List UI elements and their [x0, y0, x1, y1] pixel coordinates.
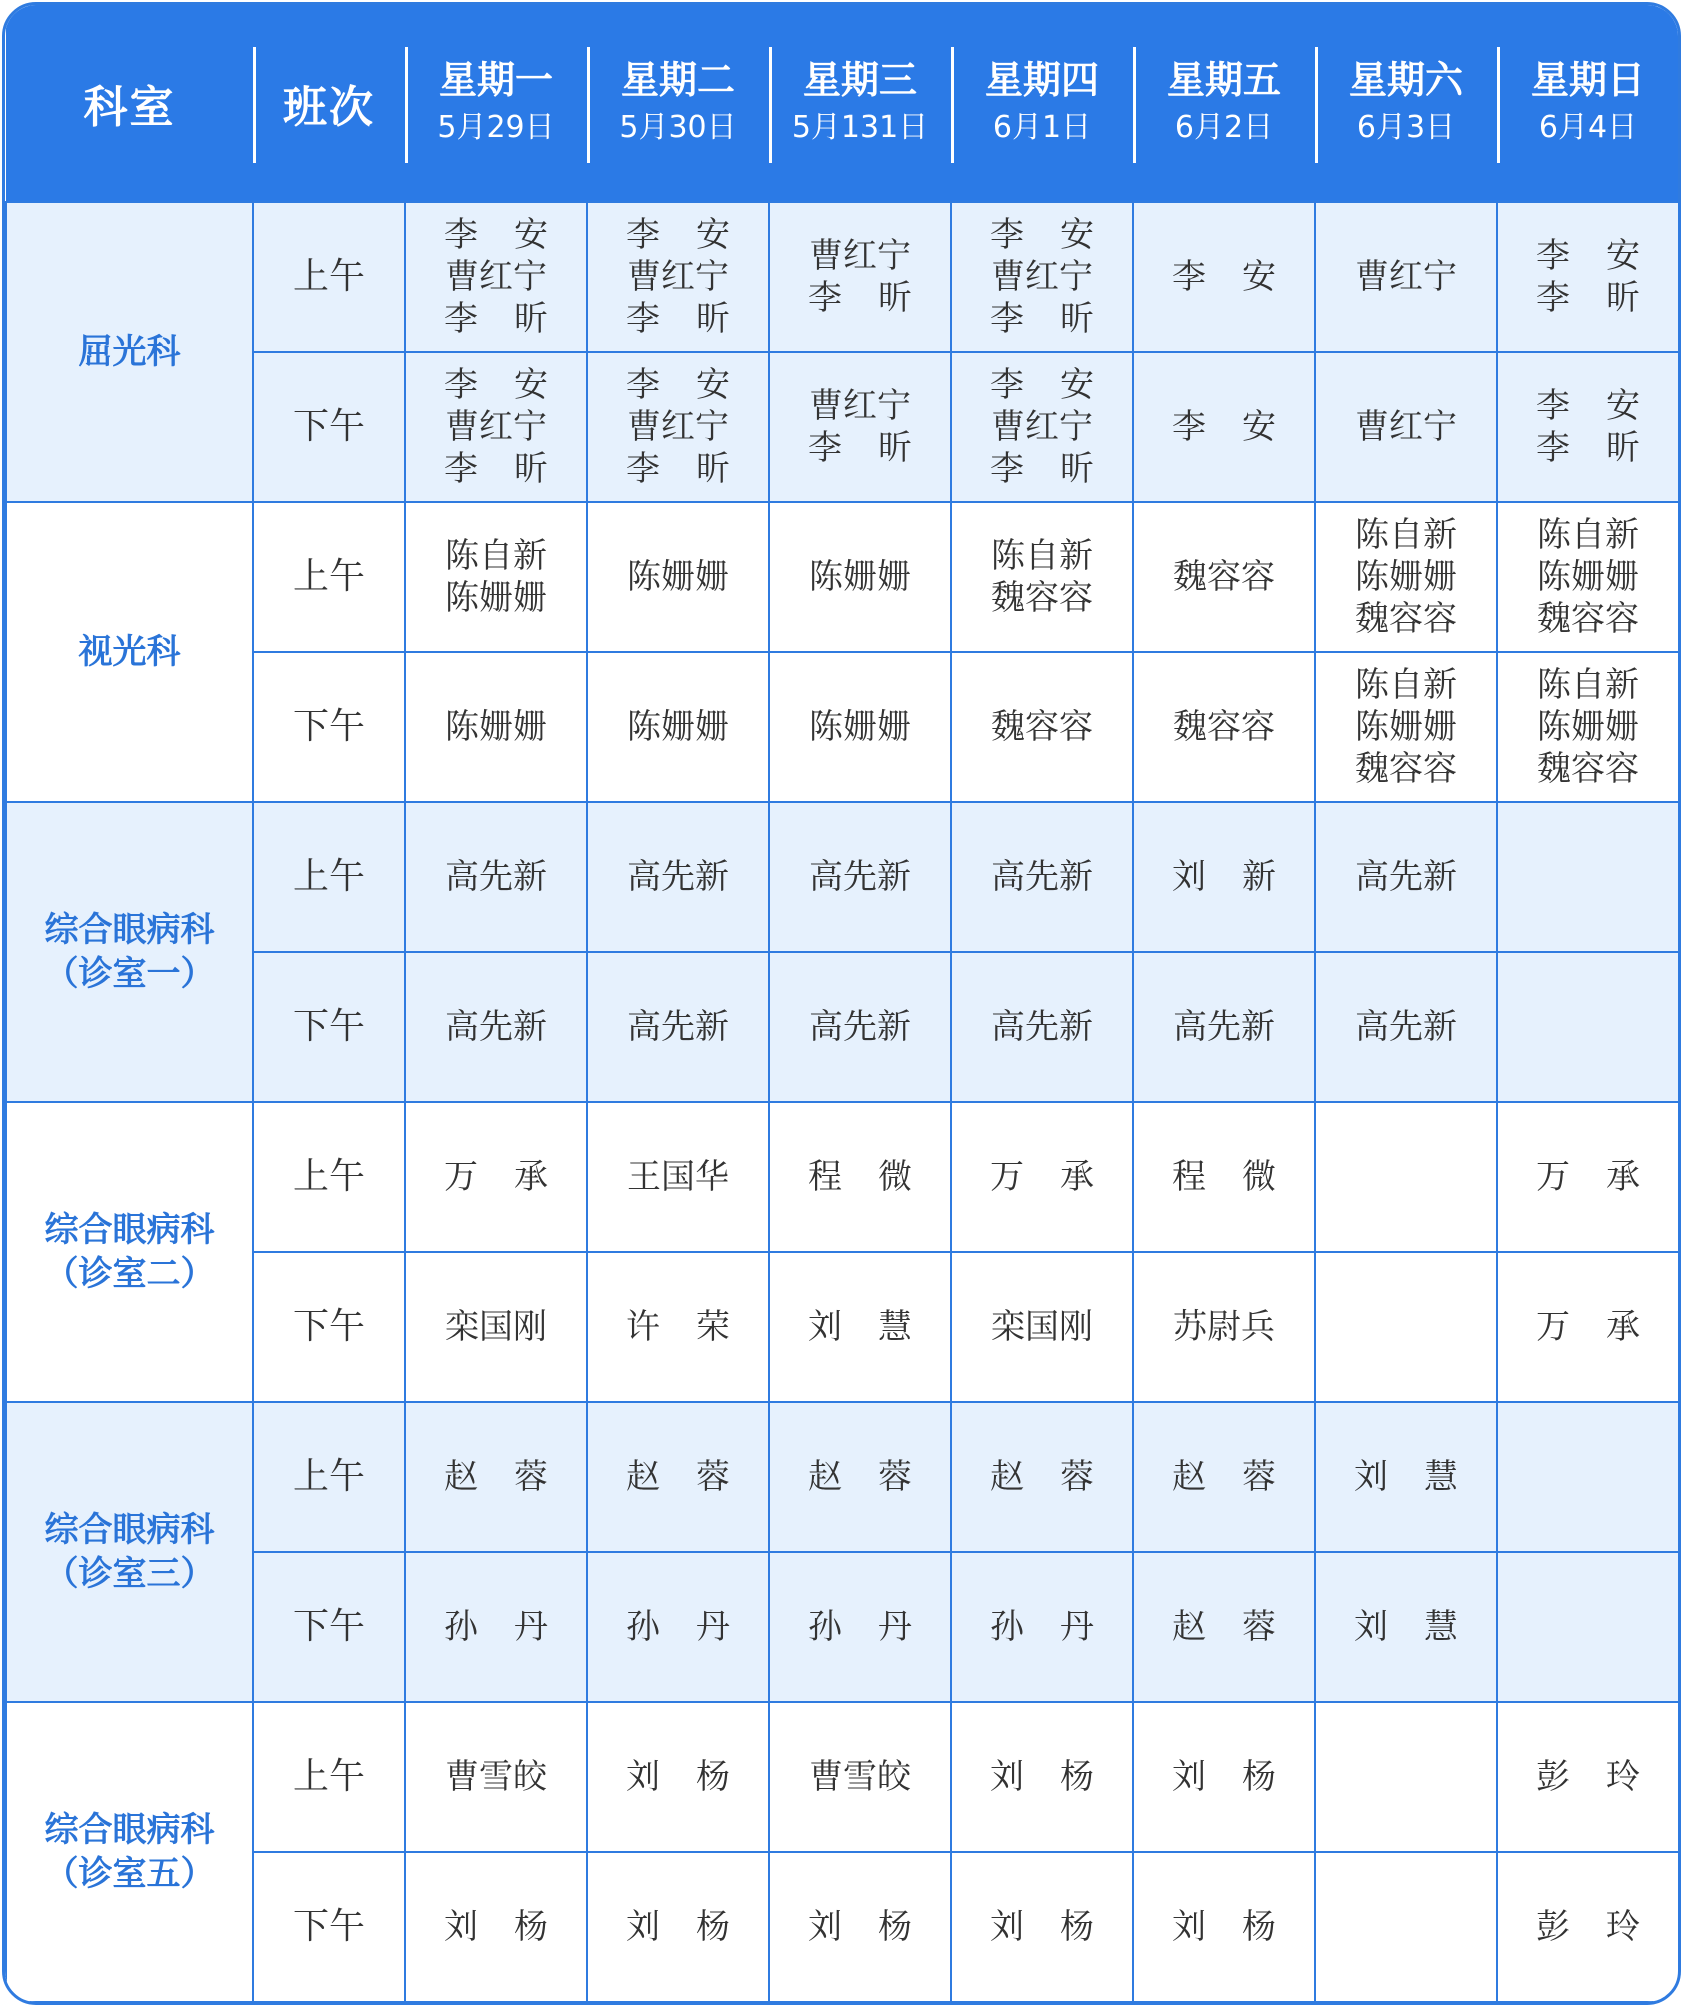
doctor-cell	[951, 1252, 1133, 1402]
department-label: （诊室五）	[44, 1854, 215, 1894]
doctor-name: 陈自新	[1537, 665, 1639, 705]
doctor-name: 李昕	[808, 428, 948, 468]
doctor-cell	[1133, 1552, 1315, 1702]
doctor-cell	[769, 502, 951, 652]
doctor-cell	[587, 202, 769, 352]
day-header	[1133, 5, 1315, 202]
doctor-cell	[1315, 1402, 1497, 1552]
table-row	[6, 1252, 1679, 1402]
doctor-name: 魏容容	[1537, 599, 1639, 639]
doctor-cell	[405, 952, 587, 1102]
doctor-name: 魏容容	[991, 707, 1093, 747]
doctor-name: 高先新	[991, 857, 1093, 897]
shift-label: 上午	[253, 802, 405, 952]
doctor-cell	[769, 352, 951, 502]
doctor-name: 赵蓉	[990, 1457, 1130, 1497]
doctor-name: 赵蓉	[1172, 1607, 1312, 1647]
doctor-cell	[405, 202, 587, 352]
schedule-sheet	[2, 2, 1681, 2005]
doctor-cell	[769, 1852, 951, 2002]
day-header	[587, 5, 769, 202]
doctor-name: 刘慧	[1354, 1607, 1494, 1647]
shift-label: 上午	[253, 202, 405, 352]
doctor-name: 李安	[990, 365, 1130, 405]
department-label: 视光科	[78, 632, 181, 672]
doctor-name: 刘杨	[990, 1757, 1130, 1797]
doctor-name: 李昕	[626, 449, 766, 489]
doctor-name: 陈姗姗	[809, 707, 911, 747]
table-row	[6, 502, 1679, 652]
doctor-cell	[1133, 1402, 1315, 1552]
doctor-cell	[1315, 1102, 1497, 1252]
doctor-cell	[405, 802, 587, 952]
doctor-name: 高先新	[809, 857, 911, 897]
day-date: 6月3日	[1356, 110, 1456, 145]
doctor-name: 曹红宁	[627, 257, 729, 297]
doctor-cell	[587, 1552, 769, 1702]
table-row	[6, 1552, 1679, 1702]
doctor-cell	[1497, 652, 1679, 802]
doctor-name: 高先新	[1355, 1007, 1457, 1047]
day-name: 星期六	[1348, 58, 1463, 102]
doctor-name: 刘新	[1172, 857, 1312, 897]
doctor-cell	[769, 802, 951, 952]
table-row	[6, 652, 1679, 802]
doctor-name: 万承	[1536, 1157, 1676, 1197]
header-row	[6, 5, 1679, 202]
doctor-cell	[1497, 1702, 1679, 1852]
doctor-cell	[1133, 802, 1315, 952]
department-cell	[6, 802, 253, 1102]
doctor-cell	[1133, 952, 1315, 1102]
doctor-name: 李昕	[626, 299, 766, 339]
doctor-cell	[951, 1102, 1133, 1252]
day-date: 5月30日	[619, 110, 737, 145]
doctor-cell	[951, 502, 1133, 652]
doctor-name: 赵蓉	[1172, 1457, 1312, 1497]
doctor-name: 曹雪皎	[809, 1757, 911, 1797]
day-date: 5月131日	[791, 110, 929, 145]
table-row	[6, 1852, 1679, 2002]
doctor-cell	[587, 952, 769, 1102]
doctor-name: 赵蓉	[808, 1457, 948, 1497]
doctor-name: 李昕	[444, 449, 584, 489]
doctor-name: 刘杨	[626, 1907, 766, 1947]
doctor-cell	[951, 1702, 1133, 1852]
doctor-cell	[1315, 502, 1497, 652]
doctor-cell	[769, 1252, 951, 1402]
doctor-name: 孙丹	[444, 1607, 584, 1647]
doctor-name: 万承	[1536, 1307, 1676, 1347]
shift-label: 上午	[253, 1402, 405, 1552]
doctor-name: 陈姗姗	[627, 707, 729, 747]
doctor-name: 曹红宁	[1355, 407, 1457, 447]
shift-label: 下午	[253, 352, 405, 502]
doctor-name: 李安	[1172, 257, 1312, 297]
doctor-name: 赵蓉	[626, 1457, 766, 1497]
doctor-name: 彭玲	[1536, 1757, 1676, 1797]
doctor-name: 刘杨	[626, 1757, 766, 1797]
doctor-name: 曹红宁	[809, 386, 911, 426]
doctor-name: 李昕	[1536, 428, 1676, 468]
doctor-cell	[951, 802, 1133, 952]
department-cell	[6, 202, 253, 502]
shift-label: 下午	[253, 952, 405, 1102]
doctor-name: 魏容容	[1537, 749, 1639, 789]
doctor-name: 魏容容	[1355, 749, 1457, 789]
doctor-cell	[1497, 1852, 1679, 2002]
doctor-cell	[587, 652, 769, 802]
department-label: （诊室一）	[44, 954, 215, 994]
doctor-name: 陈姗姗	[1537, 557, 1639, 597]
doctor-cell	[1133, 652, 1315, 802]
day-header	[951, 5, 1133, 202]
doctor-name: 孙丹	[626, 1607, 766, 1647]
doctor-cell	[951, 1552, 1133, 1702]
day-name: 星期五	[1166, 58, 1281, 102]
doctor-name: 刘慧	[1354, 1457, 1494, 1497]
doctor-name: 刘杨	[444, 1907, 584, 1947]
day-header	[1315, 5, 1497, 202]
doctor-name: 苏尉兵	[1173, 1307, 1275, 1347]
doctor-name: 陈自新	[1355, 665, 1457, 705]
doctor-name: 曹红宁	[809, 236, 911, 276]
doctor-name: 李安	[444, 365, 584, 405]
doctor-cell	[1133, 1702, 1315, 1852]
doctor-name: 陈自新	[1537, 515, 1639, 555]
doctor-cell	[951, 1402, 1133, 1552]
day-date: 6月2日	[1174, 110, 1274, 145]
doctor-name: 高先新	[627, 1007, 729, 1047]
doctor-cell	[769, 202, 951, 352]
doctor-cell	[769, 1402, 951, 1552]
doctor-name: 高先新	[1355, 857, 1457, 897]
doctor-name: 李昕	[808, 278, 948, 318]
doctor-cell	[1315, 802, 1497, 952]
table-row	[6, 1702, 1679, 1852]
table-row	[6, 202, 1679, 352]
day-date: 6月1日	[992, 110, 1092, 145]
doctor-name: 陈姗姗	[809, 557, 911, 597]
doctor-name: 曹红宁	[1355, 257, 1457, 297]
doctor-name: 许荣	[626, 1307, 766, 1347]
doctor-name: 魏容容	[1173, 557, 1275, 597]
shift-label: 上午	[253, 1702, 405, 1852]
day-name: 星期日	[1530, 58, 1645, 102]
doctor-name: 高先新	[809, 1007, 911, 1047]
doctor-cell	[587, 802, 769, 952]
doctor-name: 李安	[1536, 236, 1676, 276]
doctor-name: 李昕	[990, 449, 1130, 489]
doctor-cell	[587, 1852, 769, 2002]
doctor-name: 王国华	[627, 1157, 729, 1197]
doctor-name: 万承	[990, 1157, 1130, 1197]
doctor-name: 程微	[1172, 1157, 1312, 1197]
doctor-name: 魏容容	[991, 578, 1093, 618]
schedule-table	[5, 5, 1680, 2003]
doctor-cell	[587, 1402, 769, 1552]
doctor-name: 刘杨	[1172, 1757, 1312, 1797]
doctor-cell	[1315, 1852, 1497, 2002]
doctor-cell	[1315, 1702, 1497, 1852]
doctor-cell	[1133, 1852, 1315, 2002]
doctor-cell	[405, 1552, 587, 1702]
doctor-name: 程微	[808, 1157, 948, 1197]
shift-header: 班次	[253, 5, 405, 202]
doctor-name: 陈姗姗	[445, 707, 547, 747]
doctor-cell	[405, 1102, 587, 1252]
doctor-cell	[951, 352, 1133, 502]
doctor-name: 栾国刚	[445, 1307, 547, 1347]
department-cell	[6, 1402, 253, 1702]
doctor-name: 曹红宁	[991, 257, 1093, 297]
doctor-name: 陈自新	[445, 536, 547, 576]
doctor-cell	[1497, 1102, 1679, 1252]
doctor-cell	[769, 952, 951, 1102]
doctor-name: 孙丹	[990, 1607, 1130, 1647]
doctor-cell	[951, 202, 1133, 352]
shift-label: 上午	[253, 1102, 405, 1252]
doctor-name: 李安	[1172, 407, 1312, 447]
shift-label: 下午	[253, 1252, 405, 1402]
doctor-name: 赵蓉	[444, 1457, 584, 1497]
day-name: 星期三	[802, 58, 917, 102]
doctor-cell	[769, 1102, 951, 1252]
doctor-cell	[769, 1552, 951, 1702]
shift-label: 上午	[253, 502, 405, 652]
department-label: 综合眼病科	[44, 1510, 215, 1550]
day-header	[405, 5, 587, 202]
doctor-cell	[405, 352, 587, 502]
doctor-name: 陈姗姗	[445, 578, 547, 618]
day-date: 6月4日	[1538, 110, 1638, 145]
schedule-body	[6, 202, 1679, 2002]
doctor-name: 李安	[1536, 386, 1676, 426]
doctor-name: 魏容容	[1173, 707, 1275, 747]
doctor-cell	[951, 952, 1133, 1102]
day-name: 星期一	[438, 58, 553, 102]
department-label: 屈光科	[78, 332, 181, 372]
doctor-cell	[1497, 502, 1679, 652]
doctor-name: 李安	[990, 215, 1130, 255]
doctor-cell	[405, 652, 587, 802]
doctor-name: 李昕	[1536, 278, 1676, 318]
doctor-cell	[405, 1402, 587, 1552]
department-label: 综合眼病科	[44, 1810, 215, 1850]
doctor-cell	[587, 1702, 769, 1852]
department-label: （诊室二）	[44, 1254, 215, 1294]
doctor-name: 李安	[626, 365, 766, 405]
department-cell	[6, 1102, 253, 1402]
doctor-name: 曹红宁	[627, 407, 729, 447]
doctor-name: 高先新	[1173, 1007, 1275, 1047]
doctor-cell	[1133, 502, 1315, 652]
doctor-name: 刘慧	[808, 1307, 948, 1347]
department-label: （诊室三）	[44, 1554, 215, 1594]
doctor-cell	[405, 1852, 587, 2002]
doctor-cell	[1497, 1402, 1679, 1552]
doctor-cell	[587, 502, 769, 652]
dept-header: 科室	[6, 5, 253, 202]
doctor-cell	[1133, 352, 1315, 502]
doctor-name: 孙丹	[808, 1607, 948, 1647]
doctor-name: 李昕	[990, 299, 1130, 339]
doctor-name: 李安	[626, 215, 766, 255]
doctor-cell	[1133, 1102, 1315, 1252]
doctor-name: 刘杨	[1172, 1907, 1312, 1947]
doctor-name: 万承	[444, 1157, 584, 1197]
table-row	[6, 1402, 1679, 1552]
doctor-name: 曹红宁	[991, 407, 1093, 447]
doctor-cell	[1315, 352, 1497, 502]
department-label: 综合眼病科	[44, 910, 215, 950]
doctor-name: 陈自新	[1355, 515, 1457, 555]
doctor-name: 曹红宁	[445, 257, 547, 297]
doctor-cell	[1315, 652, 1497, 802]
day-header	[1497, 5, 1679, 202]
doctor-cell	[1315, 202, 1497, 352]
doctor-cell	[951, 652, 1133, 802]
doctor-cell	[405, 1702, 587, 1852]
table-row	[6, 1102, 1679, 1252]
day-name: 星期四	[984, 58, 1099, 102]
doctor-name: 魏容容	[1355, 599, 1457, 639]
table-row	[6, 352, 1679, 502]
table-row	[6, 802, 1679, 952]
doctor-name: 李昕	[444, 299, 584, 339]
doctor-cell	[951, 1852, 1133, 2002]
doctor-cell	[1497, 202, 1679, 352]
doctor-cell	[1315, 1552, 1497, 1702]
shift-label: 下午	[253, 652, 405, 802]
doctor-name: 陈姗姗	[627, 557, 729, 597]
doctor-cell	[1315, 1252, 1497, 1402]
doctor-name: 刘杨	[808, 1907, 948, 1947]
doctor-cell	[1497, 352, 1679, 502]
doctor-name: 高先新	[445, 1007, 547, 1047]
day-header	[769, 5, 951, 202]
doctor-cell	[587, 1102, 769, 1252]
doctor-name: 陈姗姗	[1355, 707, 1457, 747]
doctor-cell	[769, 652, 951, 802]
department-cell	[6, 1702, 253, 2002]
department-label: 综合眼病科	[44, 1210, 215, 1250]
doctor-name: 高先新	[991, 1007, 1093, 1047]
doctor-cell	[1497, 802, 1679, 952]
doctor-name: 刘杨	[990, 1907, 1130, 1947]
doctor-name: 陈自新	[991, 536, 1093, 576]
doctor-cell	[1315, 952, 1497, 1102]
table-row	[6, 952, 1679, 1102]
doctor-name: 高先新	[627, 857, 729, 897]
doctor-cell	[1497, 952, 1679, 1102]
doctor-name: 曹雪皎	[445, 1757, 547, 1797]
doctor-name: 曹红宁	[445, 407, 547, 447]
doctor-name: 彭玲	[1536, 1907, 1676, 1947]
doctor-name: 高先新	[445, 857, 547, 897]
doctor-cell	[1497, 1252, 1679, 1402]
shift-label: 下午	[253, 1852, 405, 2002]
doctor-name: 栾国刚	[991, 1307, 1093, 1347]
doctor-cell	[587, 352, 769, 502]
shift-label: 下午	[253, 1552, 405, 1702]
doctor-name: 李安	[444, 215, 584, 255]
doctor-cell	[405, 1252, 587, 1402]
department-cell	[6, 502, 253, 802]
doctor-cell	[1133, 1252, 1315, 1402]
day-date: 5月29日	[437, 110, 555, 145]
doctor-cell	[405, 502, 587, 652]
doctor-name: 陈姗姗	[1355, 557, 1457, 597]
doctor-cell	[769, 1702, 951, 1852]
doctor-cell	[587, 1252, 769, 1402]
doctor-name: 陈姗姗	[1537, 707, 1639, 747]
day-name: 星期二	[620, 58, 735, 102]
doctor-cell	[1133, 202, 1315, 352]
doctor-cell	[1497, 1552, 1679, 1702]
